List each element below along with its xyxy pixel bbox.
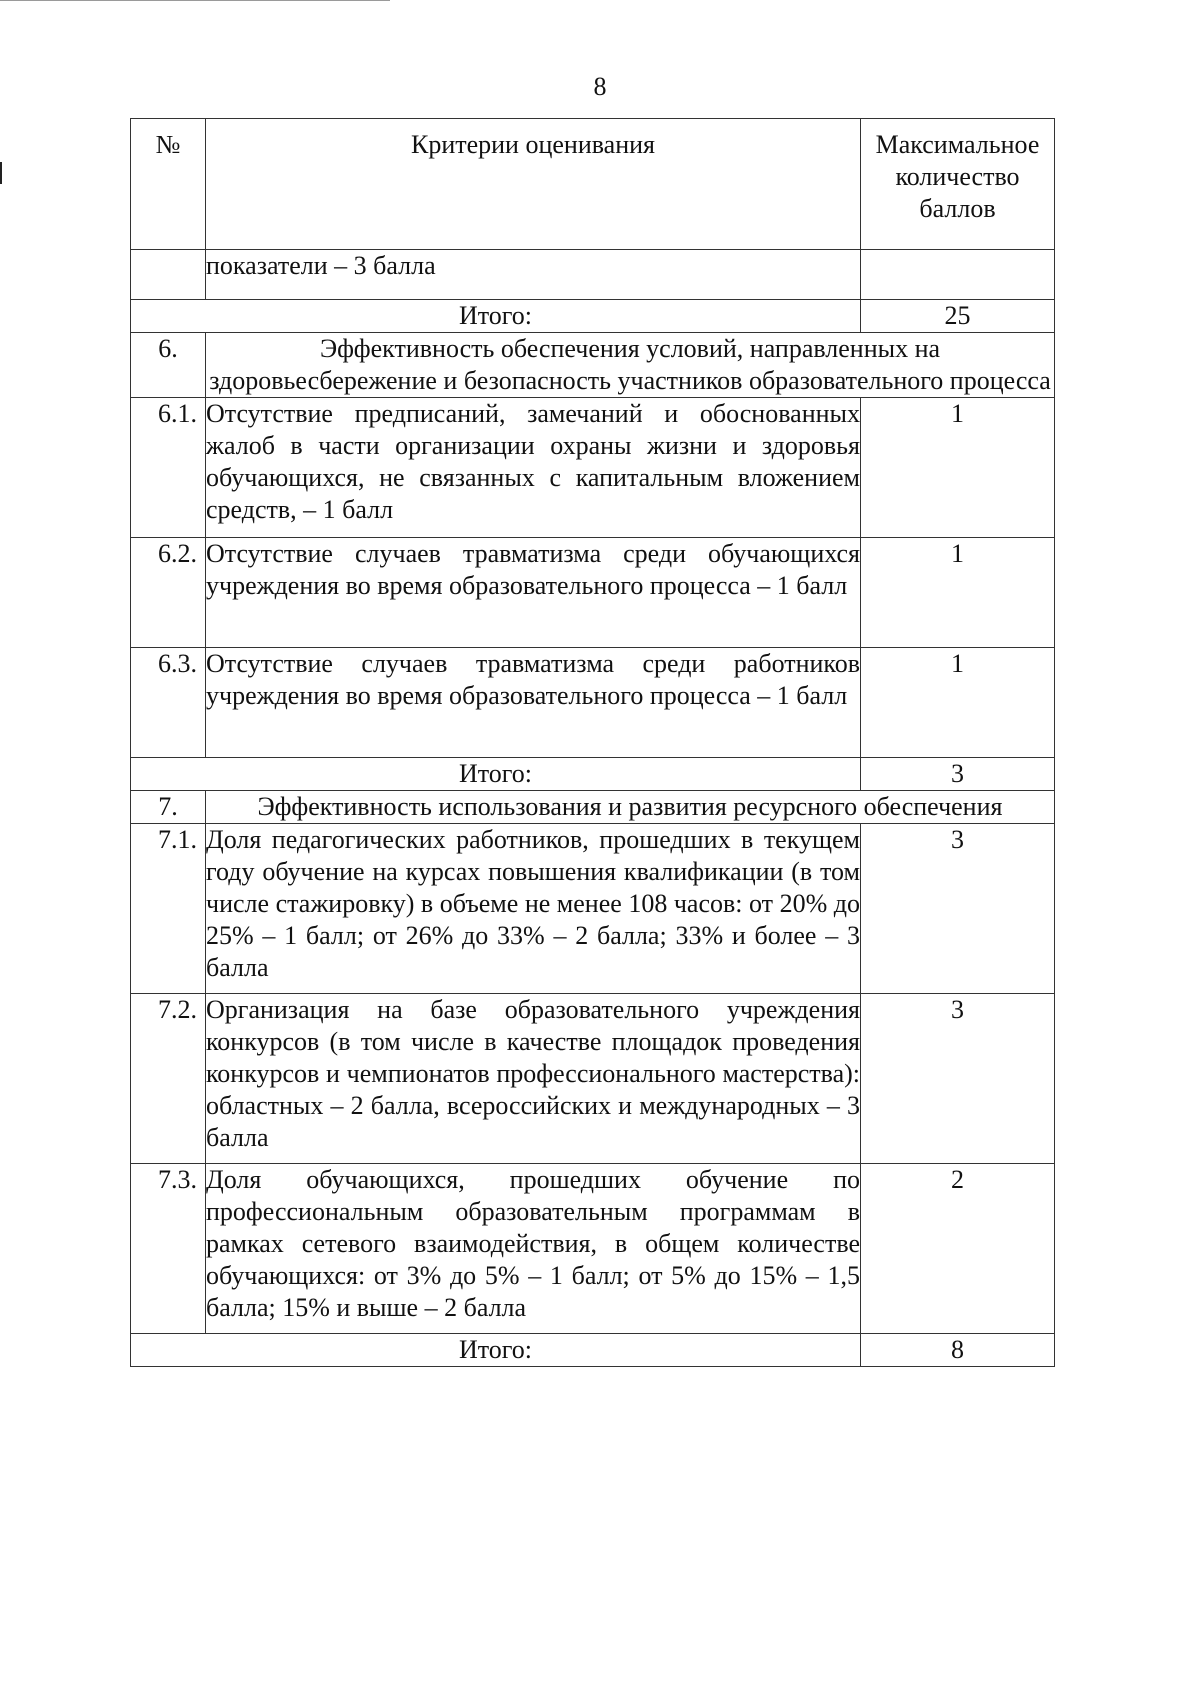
continuation-num: [131, 250, 206, 300]
item-6-3-max: 1: [861, 648, 1055, 758]
total-6-value: 3: [861, 758, 1055, 791]
table-row: [131, 994, 1055, 1164]
section-7-row: [131, 791, 1055, 824]
table-row: [131, 1164, 1055, 1334]
scan-margin-mark: [0, 162, 2, 184]
item-6-3-num: 6.3.: [131, 648, 206, 758]
header-criteria: Критерии оценивания: [206, 119, 861, 250]
section-7-num: 7.: [131, 791, 206, 824]
item-7-2-text: Организация на базе образовательного учреждения конкурсов (в том числе в качестве площадок проведения конкурсов и чемпионатов профессионального мастерства): областных – 2 балла, всероссийских и международных – 3 балла: [206, 994, 861, 1164]
item-7-2-num: 7.2.: [131, 994, 206, 1164]
page-number: 8: [593, 72, 607, 101]
item-7-3-text: Доля обучающихся, прошедших обучение по профессиональным образовательным программам в рамках сетевого взаимодействия, в общем количестве обучающихся: от 3% до 5% – 1 балл; от 5% до 15% – 1,5 балла; 15% и выше – 2 балла: [206, 1164, 861, 1334]
continuation-criteria: показатели – 3 балла: [206, 250, 861, 300]
table-row: [131, 824, 1055, 994]
table-row: [131, 398, 1055, 538]
section-6-num: 6.: [131, 333, 206, 398]
top-rule: [0, 0, 390, 1]
item-6-3-text: Отсутствие случаев травматизма среди работников учреждения во время образовательного процесса – 1 балл: [206, 648, 861, 758]
total-row-7: [131, 1334, 1055, 1367]
section-6-title: Эффективность обеспечения условий, направленных на здоровьесбережение и безопасность участников образовательного процесса: [206, 333, 1055, 398]
total-5-label: Итого:: [131, 300, 861, 333]
table-row: [131, 538, 1055, 648]
section-6-row: [131, 333, 1055, 398]
item-7-1-num: 7.1.: [131, 824, 206, 994]
table-header-row: [131, 119, 1055, 250]
total-7-value: 8: [861, 1334, 1055, 1367]
item-6-1-max: 1: [861, 398, 1055, 538]
item-7-1-max: 3: [861, 824, 1055, 994]
total-7-label: Итого:: [131, 1334, 861, 1367]
continuation-row: [131, 250, 1055, 300]
item-7-1-text: Доля педагогических работников, прошедших в текущем году обучение на курсах повышения квалификации (в том числе стажировку) в объеме не менее 108 часов: от 20% до 25% – 1 балл; от 26% до 33% – 2 балла; 33% и более – 3 балла: [206, 824, 861, 994]
item-6-1-text: Отсутствие предписаний, замечаний и обоснованных жалоб в части организации охраны жизни и здоровья обучающихся, не связанных с капитальным вложением средств, – 1 балл: [206, 398, 861, 538]
item-7-3-max: 2: [861, 1164, 1055, 1334]
total-6-label: Итого:: [131, 758, 861, 791]
header-max-points: Максимальное количество баллов: [861, 119, 1055, 250]
total-5-value: 25: [861, 300, 1055, 333]
table-row: [131, 648, 1055, 758]
section-7-title: Эффективность использования и развития ресурсного обеспечения: [206, 791, 1055, 824]
item-7-3-num: 7.3.: [131, 1164, 206, 1334]
item-6-2-num: 6.2.: [131, 538, 206, 648]
header-num: №: [131, 119, 206, 250]
total-row-6: [131, 758, 1055, 791]
total-row-5: [131, 300, 1055, 333]
item-6-1-num: 6.1.: [131, 398, 206, 538]
item-6-2-text: Отсутствие случаев травматизма среди обучающихся учреждения во время образовательного процесса – 1 балл: [206, 538, 861, 648]
item-6-2-max: 1: [861, 538, 1055, 648]
item-7-2-max: 3: [861, 994, 1055, 1164]
criteria-table: [130, 118, 1055, 1367]
continuation-max: [861, 250, 1055, 300]
